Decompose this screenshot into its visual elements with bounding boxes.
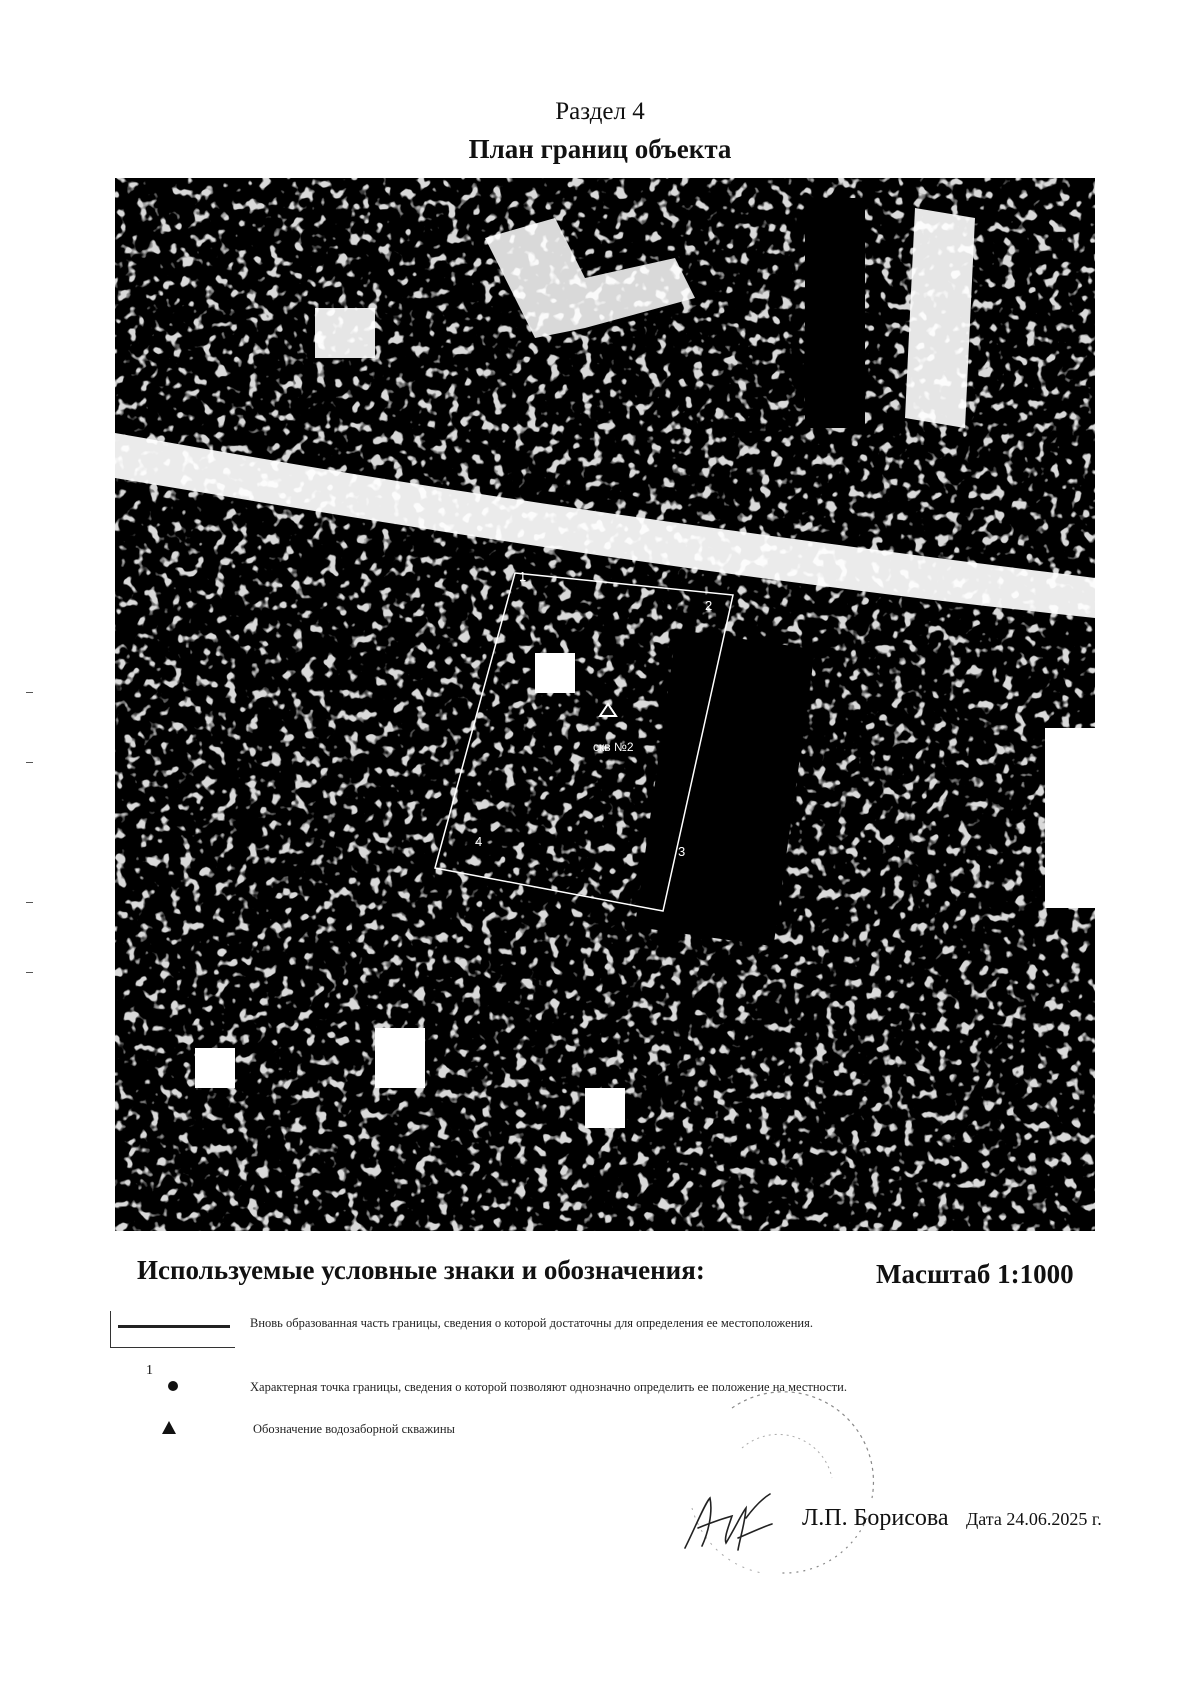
margin-tick <box>26 692 33 693</box>
aerial-map <box>115 178 1095 1231</box>
boundary-point-3 <box>678 844 685 859</box>
boundary-point-1 <box>519 569 526 584</box>
point-label-1: 1 <box>519 569 527 584</box>
page-title: План границ объекта <box>468 134 732 164</box>
boundary-point-4 <box>475 834 482 849</box>
map-image <box>115 178 1095 1231</box>
well-label: скв №2 <box>593 740 634 754</box>
legend-item-well: Обозначение водозаборной скважины <box>253 1422 455 1436</box>
legend-item-boundary-point: Характерная точка границы, сведения о которой позволяют однозначно определить ее положение на местности. <box>250 1380 847 1394</box>
point-label-3: 3 <box>678 844 686 859</box>
boundary-point-2 <box>705 598 712 613</box>
handwritten-signature <box>680 1488 775 1558</box>
margin-tick <box>26 902 33 903</box>
map-scale: Масштаб 1:1000 <box>876 1259 1074 1289</box>
point-label-2: 2 <box>705 598 713 613</box>
section-heading: Раздел 4 <box>555 98 645 125</box>
legend-line-frame <box>110 1311 235 1348</box>
boundary-line-icon <box>118 1325 230 1328</box>
boundary-point-icon <box>168 1381 178 1391</box>
point-label-4: 4 <box>475 834 483 849</box>
margin-tick <box>26 762 33 763</box>
legend-heading: Используемые условные знаки и обозначения: <box>137 1255 705 1285</box>
legend-item-boundary-line: Вновь образованная часть границы, сведения о которой достаточны для определения ее местоположения. <box>250 1316 813 1330</box>
legend-point-number: 1 <box>146 1363 153 1378</box>
signature-date: Дата 24.06.2025 г. <box>966 1509 1102 1529</box>
signer-name: Л.П. Борисова <box>802 1505 949 1531</box>
margin-tick <box>26 972 33 973</box>
well-triangle-icon <box>162 1421 176 1434</box>
